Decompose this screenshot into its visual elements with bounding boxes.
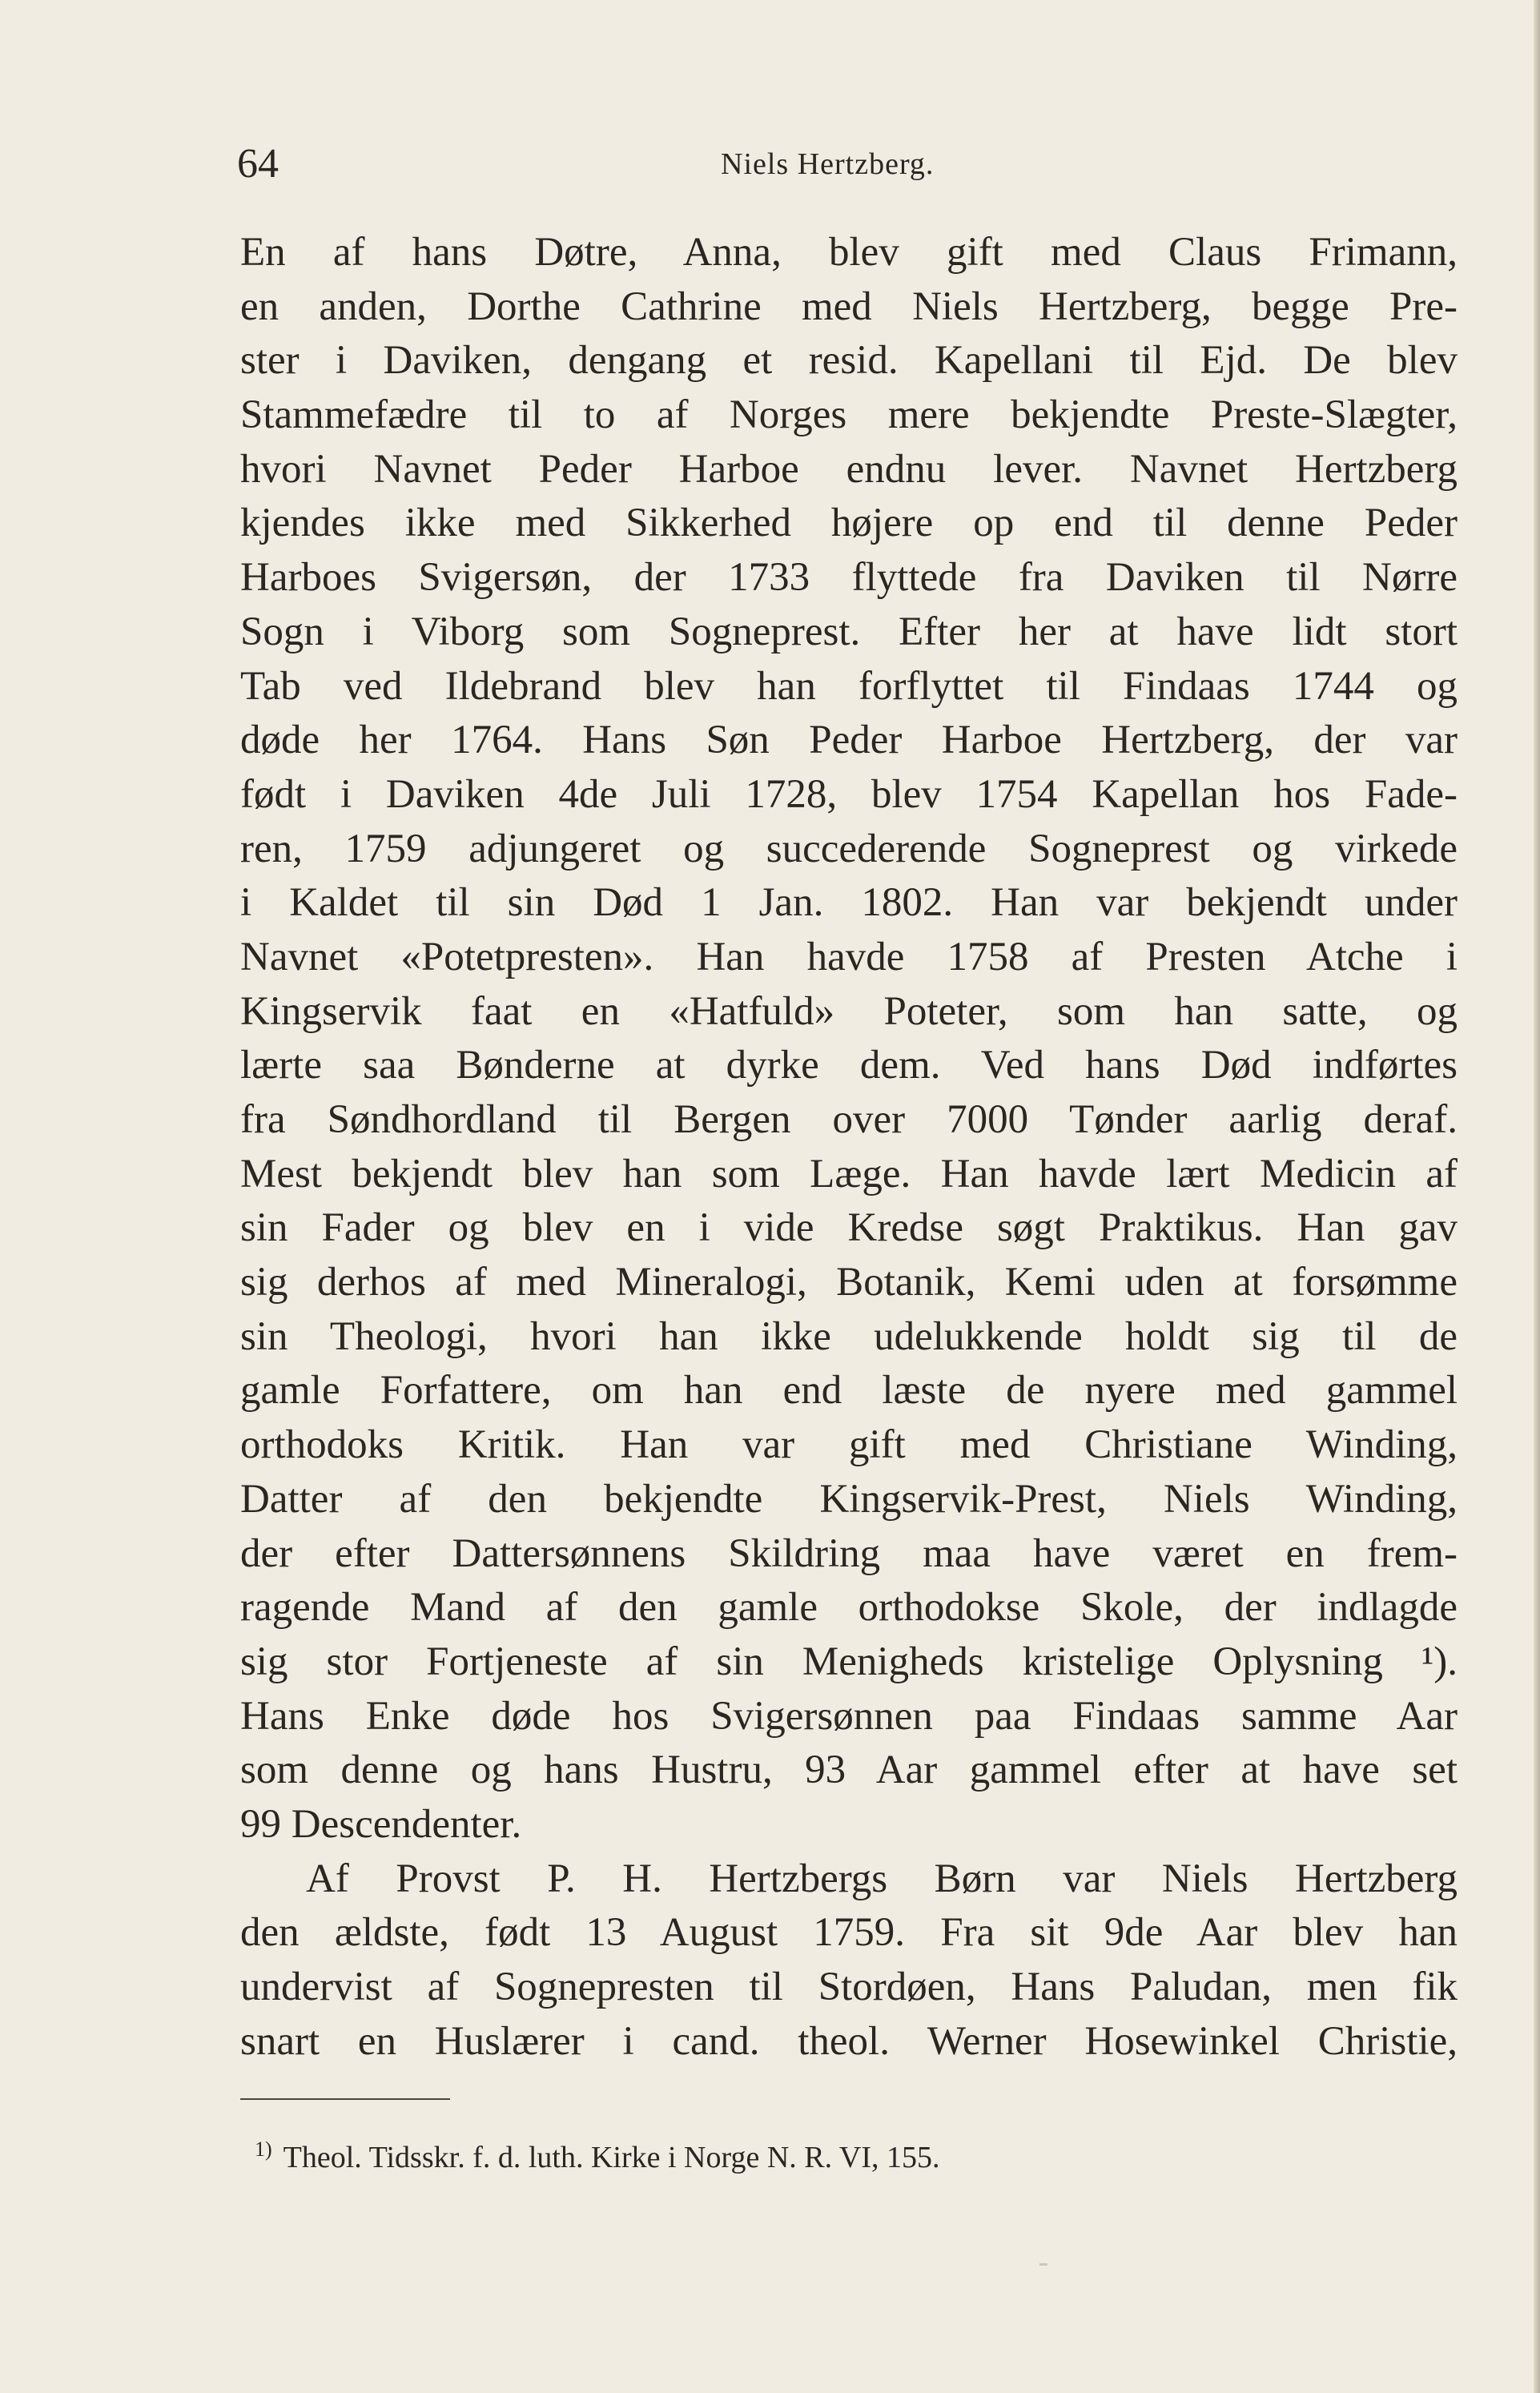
text-line: hvori Navnet Peder Harboe endnu lever. Navnet Hertzberg — [240, 446, 1458, 492]
text-line: Tab ved Ildebrand blev han forflyttet til Findaas 1744 og — [240, 663, 1458, 709]
text-line: en anden, Dorthe Cathrine med Niels Hertzberg, begge Pre- — [240, 284, 1458, 329]
text-line: sin Fader og blev en i vide Kredse søgt Praktikus. Han gav — [240, 1205, 1458, 1251]
text-line: gamle Forfattere, om han end læste de nyere med gammel — [240, 1368, 1458, 1414]
text-line: som denne og hans Hustru, 93 Aar gammel efter at have set — [240, 1747, 1458, 1793]
page-header — [237, 136, 1454, 192]
text-line: sig stor Fortjeneste af sin Menigheds kristelige Oplysning ¹). — [240, 1639, 1458, 1684]
scan-artifact — [1039, 2263, 1047, 2266]
page-edge — [1534, 0, 1540, 2393]
text-line: Hans Enke døde hos Svigersønnen paa Findaas samme Aar — [240, 1693, 1458, 1739]
paragraph-first-line: Af Provst P. H. Hertzbergs Børn var Niels Hertzberg — [306, 1856, 1458, 1901]
paragraph-last-line: 99 Descendenter. — [240, 1801, 522, 1847]
text-line: der efter Dattersønnens Skildring maa have været en frem- — [240, 1530, 1458, 1576]
text-line: ragende Mand af den gamle orthodokse Skole, der indlagde — [240, 1585, 1458, 1631]
text-line: Stammefædre til to af Norges mere bekjendte Preste-Slægter, — [240, 392, 1458, 438]
text-line: den ældste, født 13 August 1759. Fra sit 9de Aar blev han — [240, 1910, 1458, 1956]
text-line: lærte saa Bønderne at dyrke dem. Ved hans Død indførtes — [240, 1043, 1458, 1088]
text-line: i Kaldet til sin Død 1 Jan. 1802. Han var bekjendt under — [240, 880, 1458, 926]
footnote-divider — [240, 2098, 450, 2100]
text-line: undervist af Sognepresten til Stordøen, Hans Paludan, men fik — [240, 1965, 1458, 2009]
footnote-text: Theol. Tidsskr. f. d. luth. Kirke i Norge N. R. VI, 155. — [283, 2141, 940, 2174]
text-line: Datter af den bekjendte Kingservik-Prest, Niels Winding, — [240, 1476, 1458, 1522]
text-line: ster i Daviken, dengang et resid. Kapellani til Ejd. De blev — [240, 338, 1458, 384]
footnote — [255, 2127, 940, 2180]
text-line: Harboes Svigersøn, der 1733 flyttede fra Daviken til Nørre — [240, 555, 1458, 601]
page-number: 64 — [237, 141, 279, 187]
text-line: Sogn i Viborg som Sogneprest. Efter her at have lidt stort — [240, 609, 1458, 654]
text-line: døde her 1764. Hans Søn Peder Harboe Hertzberg, der var — [240, 718, 1458, 763]
text-line: Navnet «Potetpresten». Han havde 1758 af Presten Atche i — [240, 934, 1458, 979]
text-line: kjendes ikke med Sikkerhed højere op end til denne Peder — [240, 501, 1458, 546]
running-title: Niels Hertzberg. — [721, 147, 935, 181]
text-line: snart en Huslærer i cand. theol. Werner Hosewinkel Christie, — [240, 2018, 1458, 2064]
text-line: født i Daviken 4de Juli 1728, blev 1754 Kapellan hos Fade- — [240, 771, 1458, 817]
text-line: ren, 1759 adjungeret og succederende Sogneprest og virkede — [240, 826, 1458, 871]
footnote-marker: 1) — [255, 2138, 272, 2161]
text-line: orthodoks Kritik. Han var gift med Christiane Winding, — [240, 1422, 1458, 1468]
body-text — [240, 226, 1458, 2069]
text-line: Kingservik faat en «Hatfuld» Poteter, som han satte, og — [240, 988, 1458, 1034]
text-line: Mest bekjendt blev han som Læge. Han havde lært Medicin af — [240, 1151, 1458, 1196]
text-line: sin Theologi, hvori han ikke udelukkende holdt sig til de — [240, 1313, 1458, 1359]
text-line: sig derhos af med Mineralogi, Botanik, Kemi uden at forsømme — [240, 1260, 1458, 1305]
text-line: En af hans Døtre, Anna, blev gift med Claus Frimann, — [240, 230, 1458, 275]
text-line: fra Søndhordland til Bergen over 7000 Tønder aarlig deraf. — [240, 1097, 1458, 1142]
